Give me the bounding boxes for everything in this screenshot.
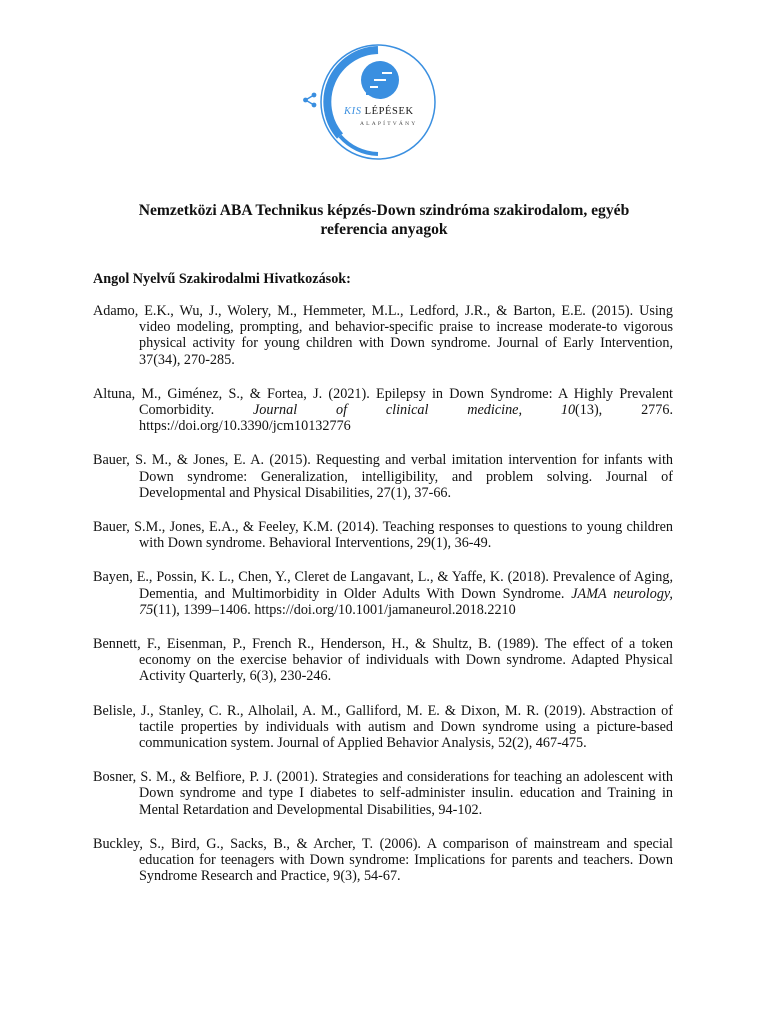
reference-list <box>93 303 673 902</box>
reference-text: Adamo, E.K., Wu, J., Wolery, M., Hemmeter, M.L., Ledford, J.R., & Barton, E.E. (2015). Using video modeling, prompting, and behavior-specific praise to increase moderate-to vigorous physical activity for young children with Down syndrome. Journal of Early Intervention, 37(34), 270-285. <box>93 303 673 368</box>
logo-wordmark <box>344 106 434 117</box>
reference-text: Altuna, M., Giménez, S., & Fortea, J. (2021). Epilepsy in Down Syndrome: A Highly Prevalent Comorbidity. <box>93 385 673 419</box>
reference-text: Bennett, F., Eisenman, P., French R., Henderson, H., & Shultz, B. (1989). The effect of a token economy on the exercise behavior of individuals with Down syndrome. Adapted Physical Activity Quarterly, 6(3), 230-246. <box>93 636 673 685</box>
reference-journal: Journal of clinical medicine, 10 <box>253 402 576 419</box>
reference-item <box>93 703 673 752</box>
reference-item <box>93 636 673 685</box>
reference-item <box>93 386 673 435</box>
reference-item <box>93 769 673 818</box>
document-title-line1: Nemzetközi ABA Technikus képzés-Down szindróma szakirodalom, egyéb <box>138 202 630 219</box>
reference-item <box>93 519 673 551</box>
share-icon[interactable] <box>301 91 319 109</box>
logo-graphic <box>300 40 450 164</box>
reference-item <box>93 569 673 618</box>
reference-text: Buckley, S., Bird, G., Sacks, B., & Archer, T. (2006). A comparison of mainstream and special education for teenagers with Down syndrome: Implications for parents and teachers. Down Syndrome Research and Practice, 9(3), 54-67. <box>93 835 673 885</box>
reference-text: Bosner, S. M., & Belfiore, P. J. (2001). Strategies and considerations for teaching an adolescent with Down syndrome and type I diabetes to self-administer insulin. education and Training in Mental Retardation and Developmental Disabilities, 94-102. <box>93 769 673 818</box>
reference-item <box>93 836 673 885</box>
section-heading: Angol Nyelvű Szakirodalmi Hivatkozások: <box>93 271 351 287</box>
document-title <box>80 201 688 239</box>
reference-suffix: (11), 1399–1406. https://doi.org/10.1001/jamaneurol.2018.2210 <box>153 601 516 618</box>
reference-text: Bauer, S. M., & Jones, E. A. (2015). Requesting and verbal imitation intervention for infants with Down syndrome: Generalization, intelligibility, and problem solving. Journal of Developmental and Physical Disabilities, 27(1), 37-66. <box>93 452 673 501</box>
logo-subtitle: ALAPÍTVÁNY <box>360 121 418 127</box>
reference-text: Bauer, S.M., Jones, E.A., & Feeley, K.M. (2014). Teaching responses to questions to young children with Down syndrome. Behavioral Interventions, 29(1), 36-49. <box>93 519 673 552</box>
reference-suffix: (13), 2776. https://doi.org/10.3390/jcm10132776 <box>139 402 673 435</box>
reference-text: Belisle, J., Stanley, C. R., Alholail, A. M., Galliford, M. E. & Dixon, M. R. (2019). Abstraction of tactile properties by individuals with autism and Down syndrome using a picture‐based communication system. Journal of Applied Behavior Analysis, 52(2), 467-475. <box>93 702 673 752</box>
foundation-logo <box>300 40 450 164</box>
reference-item <box>93 303 673 368</box>
logo-wordmark-prefix: KIS <box>344 106 362 117</box>
reference-journal: JAMA neurology, 75 <box>139 585 673 618</box>
reference-item <box>93 452 673 501</box>
logo-wordmark-name: LÉPÉSEK <box>364 106 414 117</box>
document-title-line2: referencia anyagok <box>320 221 448 238</box>
reference-text: Bayen, E., Possin, K. L., Chen, Y., Cleret de Langavant, L., & Yaffe, K. (2018). Prevalence of Aging, Dementia, and Multimorbidity in Older Adults With Down Syndrome. <box>93 569 673 602</box>
